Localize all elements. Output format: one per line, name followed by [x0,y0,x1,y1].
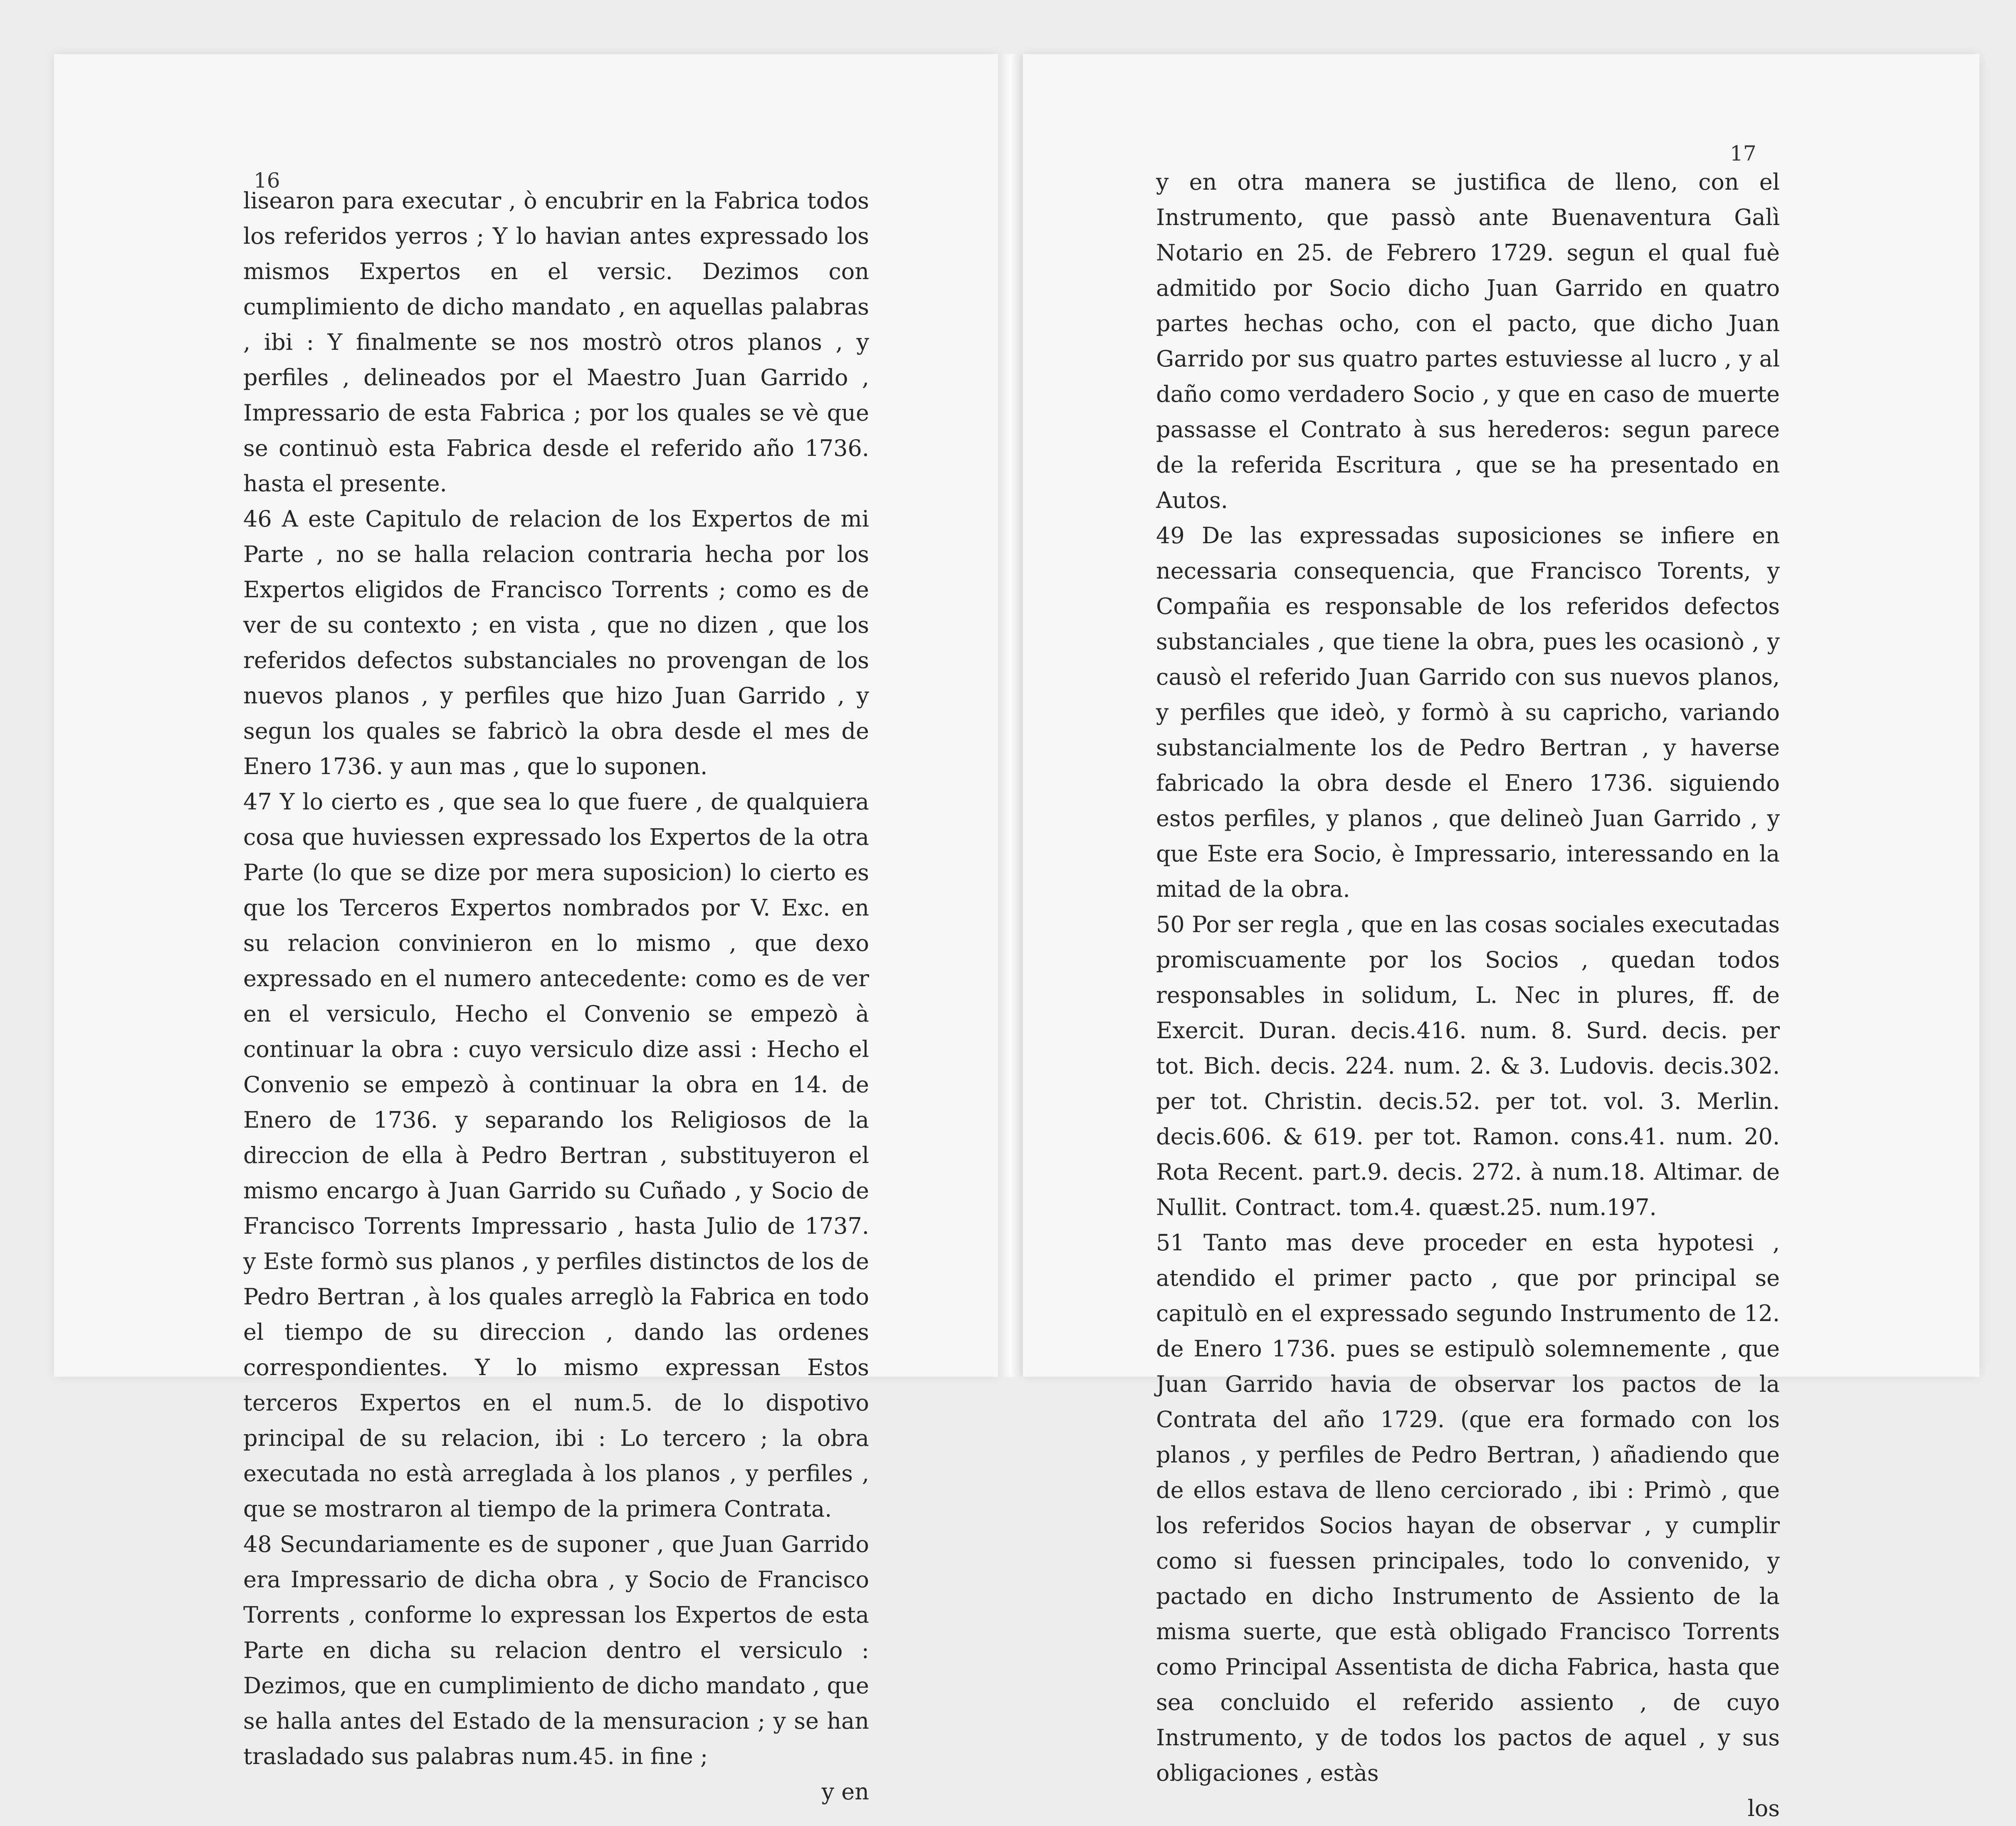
right-page-text [1156,164,1780,1826]
paragraph: lisearon para executar , ò encubrir en la Fabrica todos los referidos yerros ; Y lo havian antes expressado los mismos Expertos en el versic. Dezimos con cumplimiento de dicho mandato , en aquellas palabras , ibi : Y finalmente se nos mostrò otros planos , y perfiles , delineados por el Maestro Juan Garrido , Impressario de esta Fabrica ; por los quales se vè que se continuò esta Fabrica desde el referido año 1736. hasta el presente. [243,188,869,497]
paragraph-50: 50 Por ser regla , que en las cosas sociales executadas promiscuamente por los Socios , quedan todos responsables in solidum, L. Nec in plures, ff. de Exercit. Duran. decis.416. num. 8. Surd. decis. per tot. Bich. decis. 224. num. 2. & 3. Ludovis. decis.302. per tot. Christin. decis.52. per tot. vol. 3. Merlin. decis.606. & 619. per tot. Ramon. cons.41. num. 20. Rota Recent. part.9. decis. 272. à num.18. Altimar. de Nullit. Contract. tom.4. quæst.25. num.197. [1156,911,1780,1220]
book-gutter [998,54,1023,1377]
paragraph-49: 49 De las expressadas suposiciones se infiere en necessaria consequencia, que Francisco Torents, y Compañia es responsable de los referidos defectos substanciales , que tiene la obra, pues les ocasionò , y causò el referido Juan Garrido con sus nuevos planos, y perfiles que ideò, y formò à su capricho, variando substancialmente los de Pedro Bertran , y haverse fabricado la obra desde el Enero 1736. siguiendo estos perfiles, y planos , que delineò Juan Garrido , y que Este era Socio, è Impressario, interessando en la mitad de la obra. [1156,522,1780,902]
left-page-number: 16 [254,168,280,193]
paragraph-48: 48 Secundariamente es de suponer , que Juan Garrido era Impressario de dicha obra , y Socio de Francisco Torrents , conforme lo expressan los Expertos de esta Parte en dicha su relacion dentro el versiculo : Dezimos, que en cumplimiento de dicho mandato , que se halla antes del Estado de la mensuracion ; y se han trasladado sus palabras num.45. in fine ; [243,1531,869,1769]
paragraph-47: 47 Y lo cierto es , que sea lo que fuere , de qualquiera cosa que huviessen expressado los Expertos de la otra Parte (lo que se dize por mera suposicion) lo cierto es que los Terceros Expertos nombrados por V. Exc. en su relacion convinieron en lo mismo , que dexo expressado en el numero antecedente: como es de ver en el versiculo, Hecho el Convenio se empezò à continuar la obra : cuyo versiculo dize assi : Hecho el Convenio se empezò à continuar la obra en 14. de Enero de 1736. y separando los Religiosos de la direccion de ella à Pedro Bertran , substituyeron el mismo encargo à Juan Garrido su Cuñado , y Socio de Francisco Torrents Impressario , hasta Julio de 1737. y Este formò sus planos , y perfiles distinctos de los de Pedro Bertran , à los quales arreglò la Fabrica en todo el tiempo de su direccion , dando las ordenes correspondientes. Y lo mismo expressan Estos terceros Expertos en el num.5. de lo dispotivo principal de su relacion, ibi : Lo tercero ; la obra executada no està arreglada à los planos , y perfiles , que se mostraron al tiempo de la primera Contrata. [243,789,869,1522]
right-page-number: 17 [1730,141,1757,166]
left-page-text [243,183,869,1809]
paragraph: y en otra manera se justifica de lleno, con el Instrumento, que passò ante Buenaventura Galì Notario en 25. de Febrero 1729. segun el qual fuè admitido por Socio dicho Juan Garrido en quatro partes hechas ocho, con el pacto, que dicho Juan Garrido por sus quatro partes estuviesse al lucro , y al daño como verdadero Socio , y que en caso de muerte passasse el Contrato à sus herederos: segun parece de la referida Escritura , que se ha presentado en Autos. [1156,169,1780,513]
catchword: y en [821,1779,869,1805]
paragraph-51: 51 Tanto mas deve proceder en esta hypotesi , atendido el primer pacto , que por principal se capitulò en el expressado segundo Instrumento de 12. de Enero 1736. pues se estipulò solemnemente , que Juan Garrido havia de observar los pactos de la Contrata del año 1729. (que era formado con los planos , y perfiles de Pedro Bertran, ) añadiendo que de ellos estava de lleno cerciorado , ibi : Primò , que los referidos Socios hayan de observar , y cumplir como si fuessen principales, todo lo convenido, y pactado en dicho Instrumento de Assiento de la misma suerte, que està obligado Francisco Torrents como Principal Assentista de dicha Fabrica, hasta que sea concluido el referido assiento , de cuyo Instrumento, y de todos los pactos de aquel , y sus obligaciones , estàs [1156,1230,1780,1786]
paragraph-46: 46 A este Capitulo de relacion de los Expertos de mi Parte , no se halla relacion contraria hecha por los Expertos eligidos de Francisco Torrents ; como es de ver de su contexto ; en vista , que no dizen , que los referidos defectos substanciales no provengan de los nuevos planos , y perfiles que hizo Juan Garrido , y segun los quales se fabricò la obra desde el mes de Enero 1736. y aun mas , que lo suponen. [243,506,869,779]
catchword: los [1747,1795,1780,1821]
